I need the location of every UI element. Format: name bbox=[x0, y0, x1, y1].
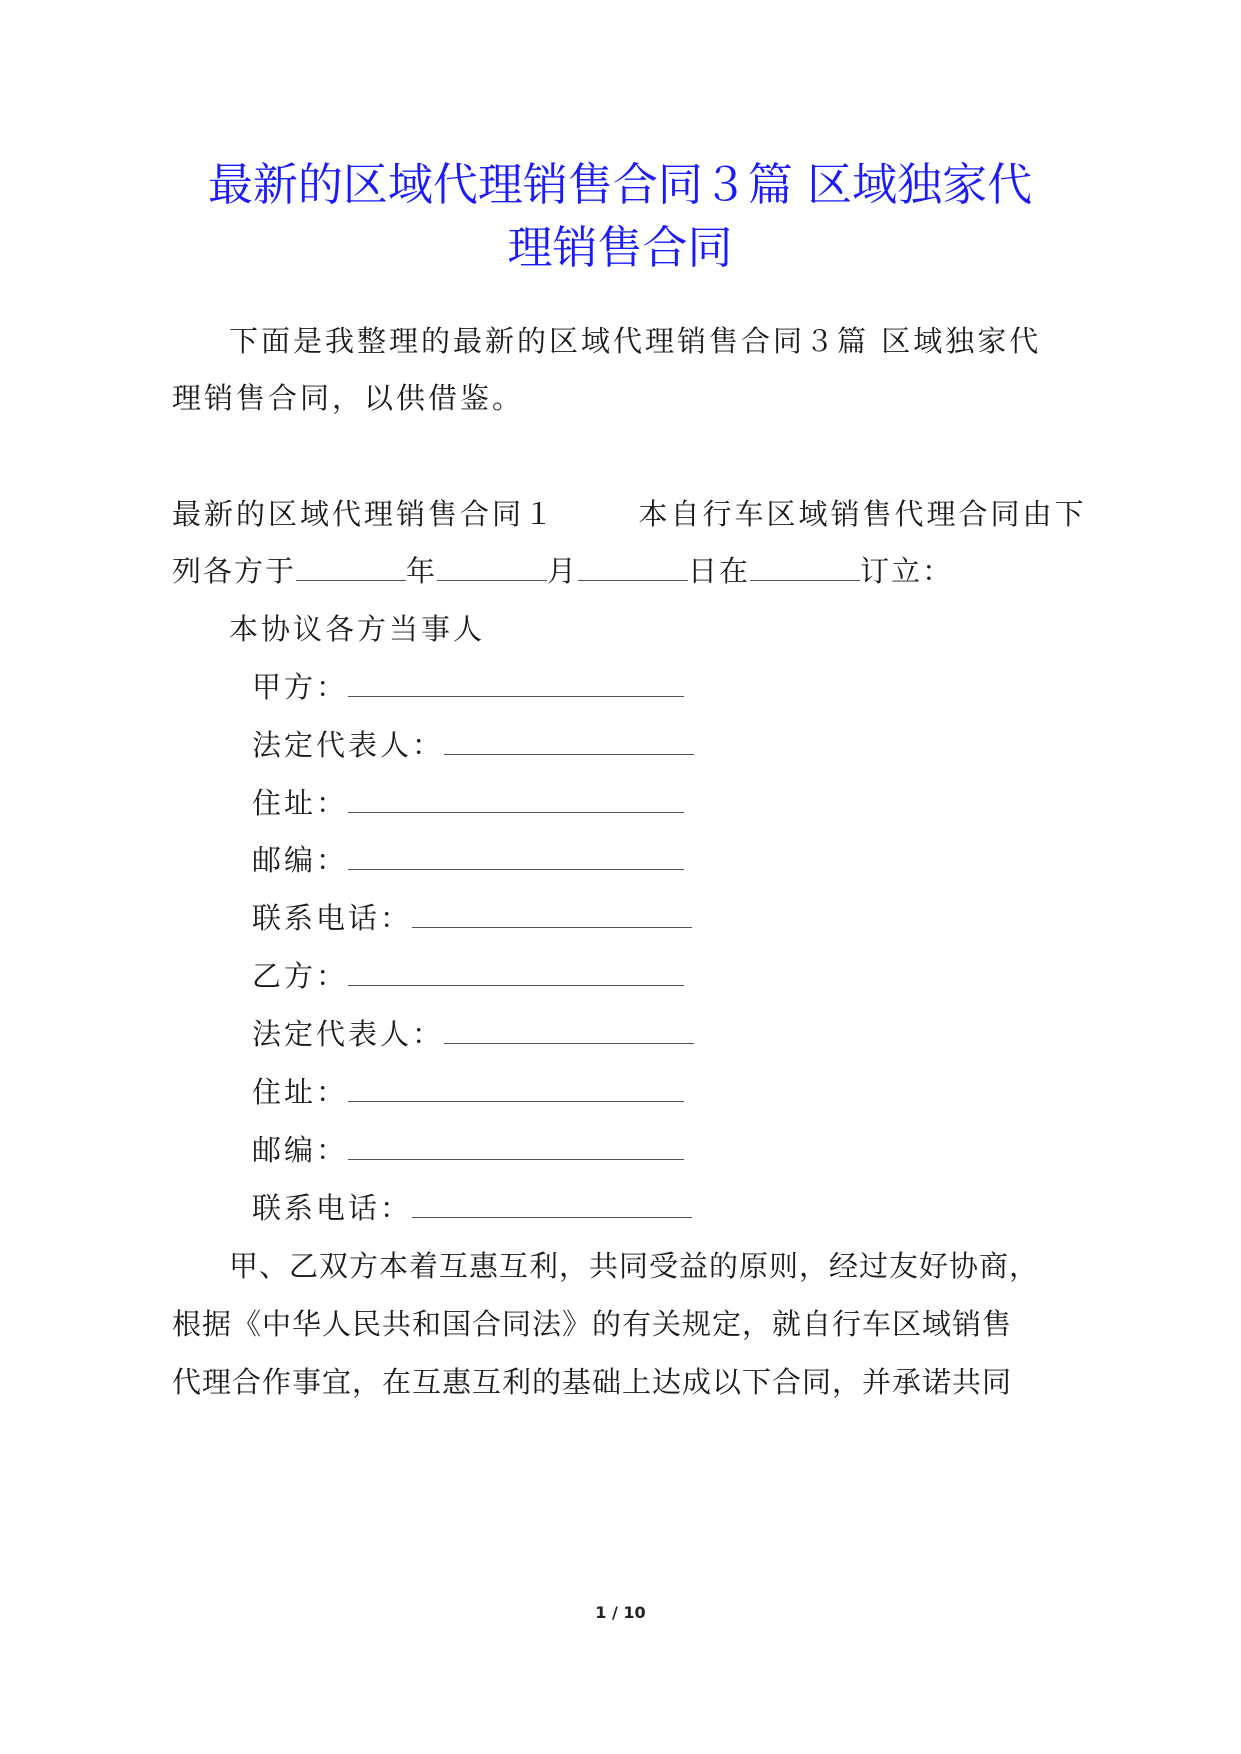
month-blank bbox=[437, 552, 547, 581]
field-label: 法定代表人： bbox=[252, 728, 445, 762]
field-label: 住址： bbox=[252, 786, 349, 820]
section-lead-text: 本自行车区域销售代理合同由下 bbox=[638, 497, 1087, 531]
field-blank bbox=[348, 784, 684, 813]
field-blank bbox=[348, 1073, 684, 1102]
field-label: 邮编： bbox=[252, 843, 349, 877]
day-blank bbox=[578, 552, 688, 581]
date-suffix: 订立： bbox=[860, 554, 954, 588]
document-title-line-1: 最新的区域代理销售合同３篇 区域独家代 bbox=[207, 158, 1033, 211]
date-year: 年 bbox=[406, 554, 438, 588]
field-label: 甲方： bbox=[252, 670, 349, 704]
document-title-line-2: 理销售合同 bbox=[507, 221, 733, 274]
field-label: 邮编： bbox=[252, 1133, 349, 1167]
date-month: 月 bbox=[547, 554, 579, 588]
field-row bbox=[252, 898, 692, 938]
date-line bbox=[172, 551, 953, 591]
field-row bbox=[252, 667, 684, 707]
body-line-1: 甲、乙双方本着互惠互利，共同受益的原则，经过友好协商， bbox=[229, 1249, 1040, 1283]
section-heading: 最新的区域代理销售合同１ bbox=[172, 497, 557, 531]
field-blank bbox=[444, 1015, 694, 1044]
place-blank bbox=[750, 552, 860, 581]
date-blank bbox=[296, 552, 406, 581]
field-blank bbox=[444, 726, 694, 755]
field-row bbox=[252, 725, 694, 765]
parties-heading: 本协议各方当事人 bbox=[229, 612, 486, 646]
field-label: 住址： bbox=[252, 1075, 349, 1109]
field-row bbox=[252, 1188, 692, 1228]
field-row bbox=[252, 1130, 684, 1170]
page-indicator: 1 / 10 bbox=[595, 1603, 646, 1622]
field-row bbox=[252, 956, 684, 996]
field-label: 乙方： bbox=[252, 959, 349, 993]
field-row bbox=[252, 1014, 694, 1054]
intro-line-2: 理销售合同，以供借鉴。 bbox=[172, 381, 525, 415]
field-blank bbox=[348, 841, 684, 870]
field-blank bbox=[348, 957, 684, 986]
field-row bbox=[252, 1072, 684, 1112]
date-prefix: 列各方于 bbox=[172, 554, 297, 588]
field-blank bbox=[412, 899, 692, 928]
body-line-3: 代理合作事宜，在互惠互利的基础上达成以下合同，并承诺共同 bbox=[172, 1365, 1013, 1399]
field-blank bbox=[348, 668, 684, 697]
date-day-in: 日在 bbox=[688, 554, 751, 588]
field-blank bbox=[348, 1131, 684, 1160]
field-label: 联系电话： bbox=[252, 901, 413, 935]
field-row bbox=[252, 840, 684, 880]
body-line-2: 根据《中华人民共和国合同法》的有关规定，就自行车区域销售 bbox=[172, 1307, 1013, 1341]
field-label: 法定代表人： bbox=[252, 1017, 445, 1051]
field-label: 联系电话： bbox=[252, 1191, 413, 1225]
field-row bbox=[252, 783, 684, 823]
section-heading-row bbox=[172, 494, 1086, 534]
intro-line-1: 下面是我整理的最新的区域代理销售合同３篇 区域独家代 bbox=[229, 324, 1042, 358]
field-blank bbox=[412, 1189, 692, 1218]
